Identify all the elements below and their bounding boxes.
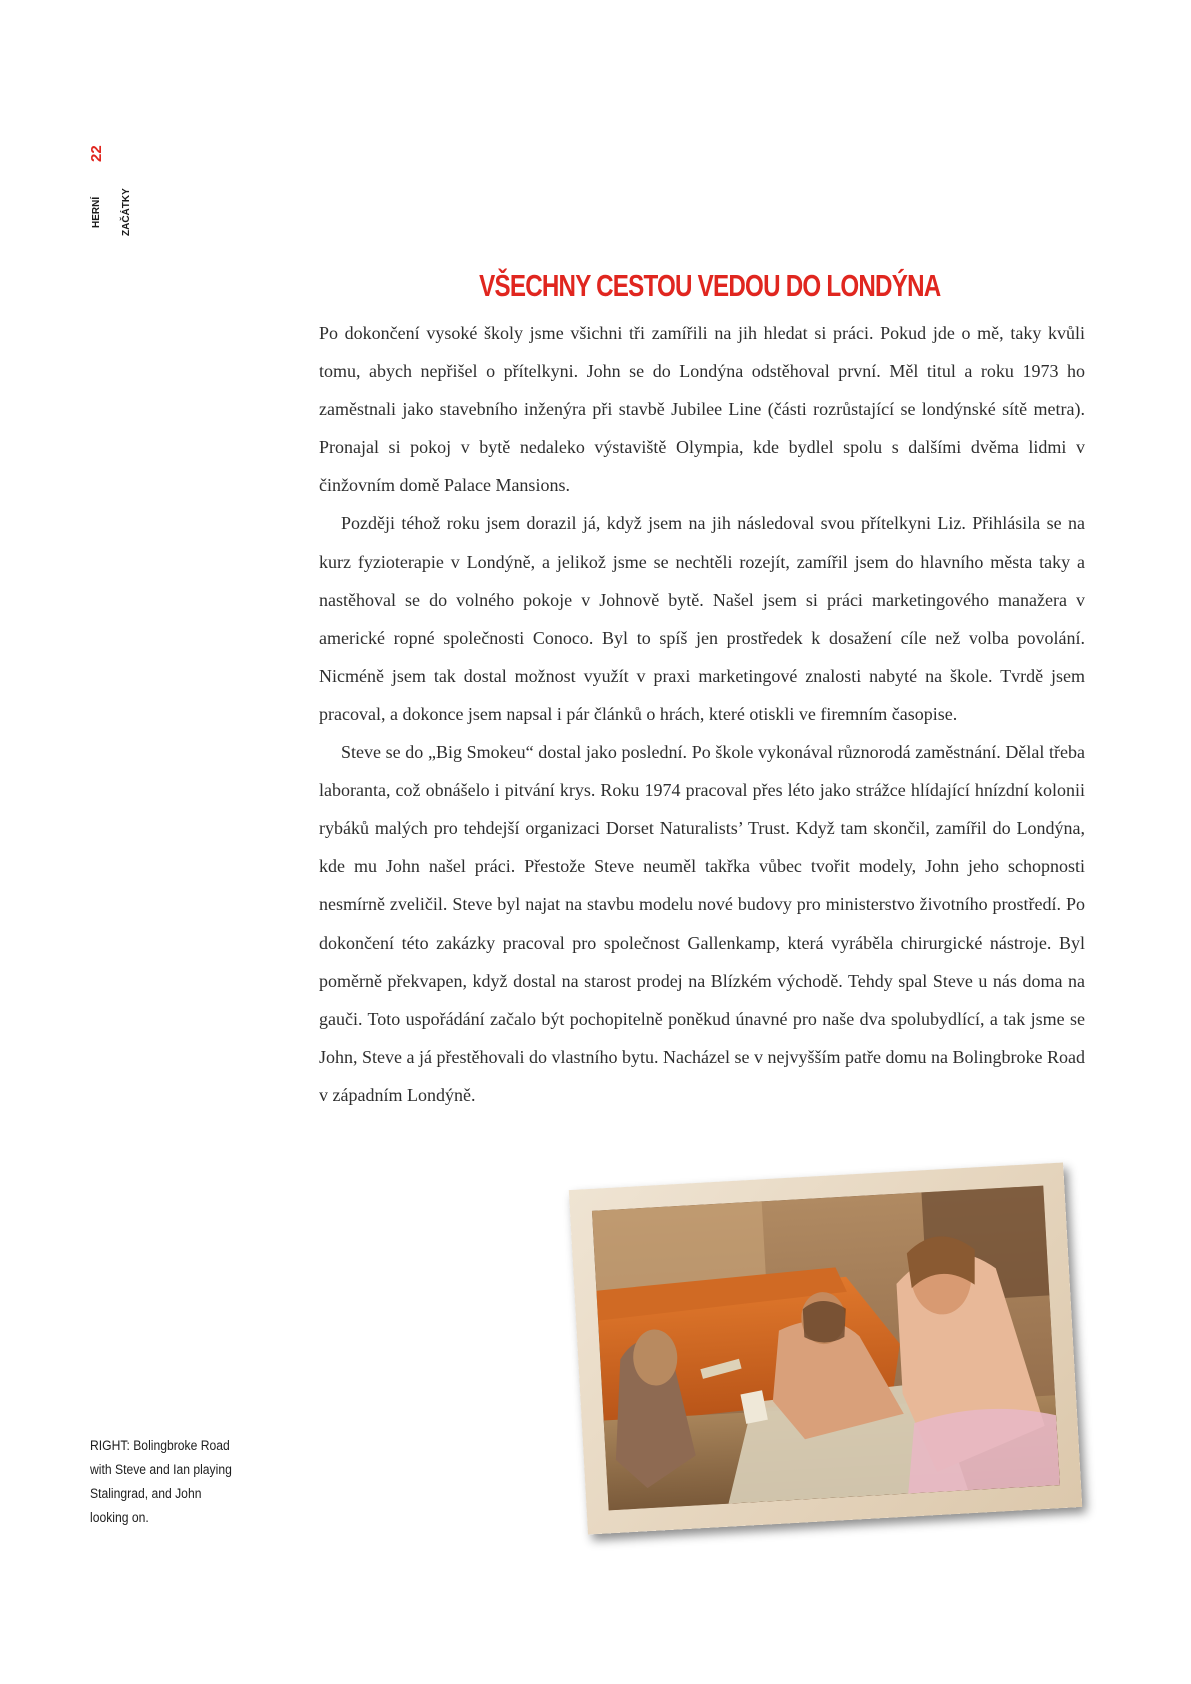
article bbox=[319, 268, 1085, 1114]
photo bbox=[592, 1186, 1060, 1511]
paragraph: Steve se do „Big Smokeu“ dostal jako poslední. Po škole vykonával různorodá zaměstnání. Dělal třeba laboranta, což obnášelo i pitvání krys. Roku 1974 pracoval přes léto jako strážce hlídající hnízdní kolonii rybáků malých pro tehdejší organizaci Dorset Naturalists’ Trust. Když tam skončil, zamířil do Londýna, kde mu John našel práci. Přestože Steve neuměl takřka vůbec tvořit modely, John jeho schopnosti nesmírně zveličil. Steve byl najat na stavbu modelu nové budovy pro ministerstvo životního prostředí. Po dokončení této zakázky pracoval pro společnost Gallenkamp, která vyráběla chirurgické nástroje. Byl poměrně překvapen, když dostal na starost prodej na Blízkém východě. Tehdy spal Steve u nás doma na gauči. Toto uspořádání začalo být pochopitelně poněkud únavné pro naše dva spolubydlící, a tak jsme se John, Steve a já přestěhovali do vlastního bytu. Nacházel se v nejvyšším patře domu na Bolingbroke Road v západním Londýně. bbox=[319, 742, 1085, 1105]
paragraph: Později téhož roku jsem dorazil já, když jsem na jih následoval svou přítelkyni Liz. Přihlásila se na kurz fyzioterapie v Londýně, a jelikož jsme se nechtěli rozejít, zamířil jsem do hlavního města taky a nastěhoval se do volného pokoje v Johnově bytě. Našel jsem si práci marketingového manažera v americké ropné společnosti Conoco. Byl to spíš jen prostředek k dosažení cíle než volba povolání. Nicméně jsem tak dostal možnost využít v praxi marketingové znalosti nabyté na škole. Tvrdě jsem pracoval, a dokonce jsem napsal i pár článků o hrách, které otiskli ve firemním časopise. bbox=[319, 513, 1085, 724]
photo-illustration bbox=[592, 1186, 1060, 1511]
photo-frame bbox=[569, 1162, 1082, 1534]
running-header bbox=[82, 142, 132, 252]
section-label: HERNÍ ZAČÁTKY bbox=[91, 188, 132, 236]
article-body bbox=[319, 314, 1085, 1114]
page-number: 22 bbox=[88, 145, 105, 163]
paragraph: Po dokončení vysoké školy jsme všichni tři zamířili na jih hledat si práci. Pokud jde o mě, taky kvůli tomu, abych nepřišel o přítelkyni. John se do Londýna odstěhoval první. Měl titul a roku 1973 ho zaměstnali jako stavebního inženýra při stavbě Jubilee Line (části rozrůstající se londýnské sítě metra). Pronajal si pokoj v bytě nedaleko výstaviště Olympia, kde bydlel spolu s dalšími dvěma lidmi v činžovním domě Palace Mansions. bbox=[319, 323, 1085, 496]
article-title: VŠECHNY CESTOU VEDOU DO LONDÝNA bbox=[479, 268, 941, 303]
photo-caption: RIGHT: Bolingbroke Road with Steve and Ian playing Stalingrad, and John looking on. bbox=[90, 1438, 232, 1525]
